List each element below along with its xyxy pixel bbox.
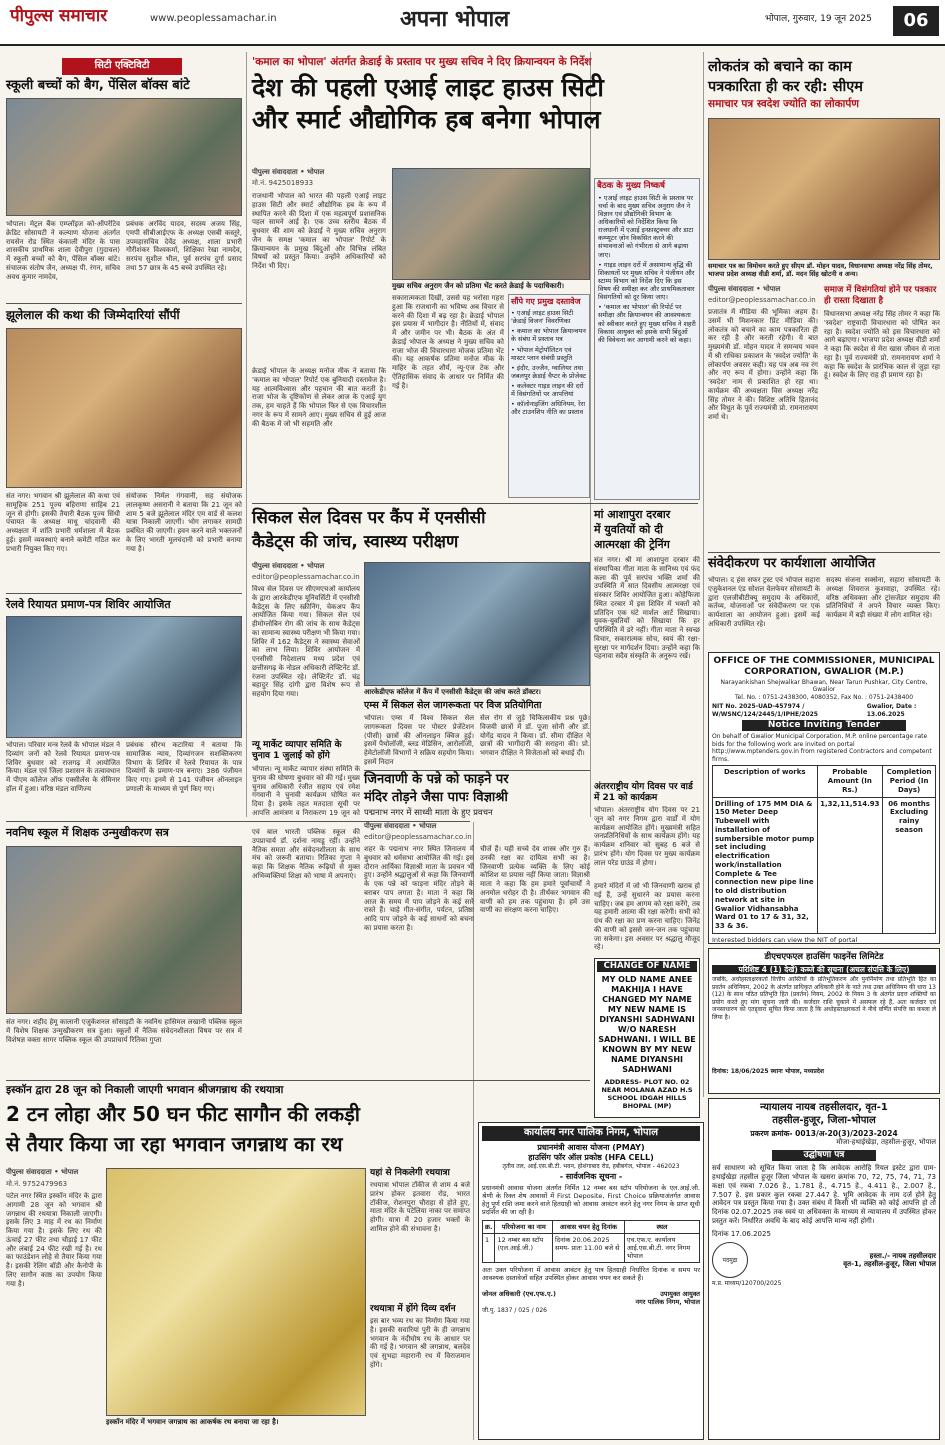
table-cell: दिनांक 20.06.2025 समय- प्रातः 11.00 बजे से xyxy=(552,1233,624,1262)
story-body: भोपाल। परिवार मन्त्र रेलवे के भोपाल मंडल ने दिव्यांग जनों को रेलवे रियायत प्रमाण-पत्र शिविर बुधवार को राजगढ़ में आयोजित किया। मंडल एवं जिला प्रशासन के तत्वावधान में पीएम कॉलेज ऑफ एक्सीलेंस के सेमिनार हॉल में हुआ। वरिष्ठ मंडल वाणिज्य xyxy=(6,741,120,793)
sickle-caption: आरकेडीएफ कॉलेज में कैंप में एनसीसी कैडेट्स की जांच करते डॉक्टर। xyxy=(364,688,541,696)
housing-heading: परिशिष्ट 4 (1) देखें) कब्जे की सूचना (अचल संपत्ति के लिए) xyxy=(712,965,936,974)
table-cell: 1 xyxy=(483,1233,495,1262)
sickle-title-line2[interactable]: कैडेट्स की जांच, स्वास्थ्य परीक्षण xyxy=(252,532,459,552)
lead-mobile: मो.नं. 9425018933 xyxy=(252,179,314,187)
story-body: प्रबंधक अरविंद यादव, सदस्य अजय सिंह, एमपी सीबीआईएफ के अध्यक्ष एसबी कस्तूरे, उपमहासचिव देवेंद्र अध्यक्ष, शाला प्रभारी गौरीशंकर विश्वकर्मा, शिक्षिका रेखा नामदेव, सरपंच सुशील भील, पूर्व सरपंच दुर्गा प्रसाद तथा 57 छात्र के 45 बच्चे उपस्थित रहे। xyxy=(126,220,242,272)
findings-title: बैठक के मुख्य निष्कर्ष xyxy=(597,181,665,191)
name-change-body: MY OLD NAME ANEE MAKHIJA I HAVE CHANGED MY NAME MY NEW NAME IS DIYANSHI SADHWANI W/O NARESH SADHWANI. I WILL BE KNOWN BY MY NEW NAME DIYANSHI SADHWANI xyxy=(598,974,696,1074)
cm-body: प्रजातंत्र में मीडिया की भूमिका अहम है। उसमें भी मिशनकार प्रिंट मीडिया की। लोकतंत्र को बचाने का काम पत्रकारिता ही कर रही है और करती रहेगी। ये बात मुख्यमंत्री डॉ. मोहन यादव ने समन्वय भवन में श्री राधिका प्रकाशन के 'स्वदेश ज्योति' के लोकार्पण अवसर कही। यह पत्र अब नव रंग और नए रूप में होगा। उन्होंने कहा कि 'स्वदेश' नाम से प्रकाशित हो रहा था। कार्यक्रम की अध्यक्षता विस अध्यक्ष नरेंद्र सिंह तोमर ने की। विशिष्ट अतिथि हितानंद और विधुत के पूर्व राज्यमंत्री प्रो. रामनारायण शर्मा थे। xyxy=(708,308,818,421)
lead-photo-caption: मुख्य सचिव अनुराग जैन को प्रतिमा भेंट करते क्रेडाई के पदाधिकारी। xyxy=(392,282,565,290)
iskcon-title-line1[interactable]: 2 टन लोहा और 50 घन फीट सागौन की लकड़ी xyxy=(6,1102,360,1126)
market-title[interactable]: न्यू मार्केट व्यापार समिति के चुनाव 1 जुलाई को होंगे xyxy=(252,740,342,762)
notice-nit: NIT No. 2025-UAD-457974 / W/WSNC/124/2445/1/IPHE/2025 xyxy=(712,703,818,718)
cm-byline: पीपुल्स संवाददाता • भोपाल xyxy=(708,285,781,293)
docs-list-item: • एआई लाइट हाउस सिटी 'क्रेडाई विजन' विवरणिका xyxy=(511,309,574,326)
iskcon-byline: पीपुल्स संवाददाता • भोपाल xyxy=(6,1168,79,1176)
tahsil-title: न्यायालय नायब तहसीलदार, वृत-1 xyxy=(760,1102,888,1113)
ashram-title-line2[interactable]: में युवतियों को दी xyxy=(594,523,663,536)
housing-company: डीएचएफएल हाउसिंग फाइनेंस लिमिटेड xyxy=(764,952,884,962)
sickle-email[interactable]: editor@peoplessamachar.co.in xyxy=(252,573,360,581)
seal-icon: पदमुद्रा xyxy=(712,1242,748,1278)
rights-body: भोपाल। द हंस सफर ट्रस्ट एवं भोपाल सहारा एजुकेशनल एंड सोशल वेलफेयर सोसायटी के द्वारा एलजीबीटीक्यू समुदाय के अधिकारों, कर्तव्य, योजनाओं पर संवेदीकरण पर एक कार्यशाला का आयोजन हुआ। इसमें कई अधिकारी उपस्थित रहे। xyxy=(708,576,820,628)
housing-footer: दिनांक: 18/06/2025 स्थानः भोपाल, मध्यप्रदेश xyxy=(712,1068,824,1075)
story-title[interactable]: झूलेलाल की कथा की जिम्मेदारियां सौंपीं xyxy=(6,308,180,322)
aiims-body: भोपाल। एम्स में विश्व सिकल सेल जागरूकता दिवस पर पोस्टर प्रेजेंटेशन (पीसी) छात्रों की ऑनलाइन क्विज हुई। इसमें पैथोलॉजी, ब्लड मेडिसिन, आरोलॉजी, हेमेटोलॉजी विभागों ने सक्रिय सहयोग किया। इसमें निदान xyxy=(364,714,474,766)
tahsil-ref: म.प्र. माध्यम/120700/2025 xyxy=(712,1280,782,1288)
table-header: Completion Period (In Days) xyxy=(883,766,936,797)
name-change-title: CHANGE OF NAME xyxy=(597,961,697,972)
mc-sign: नगर पालिक निगम, भोपाल xyxy=(635,1298,700,1307)
mc-address: तृतीय तल, आई.एस.बी.टी. भवन, होशंगाबाद रोड, हबीबगंज, भोपाल - 462023 xyxy=(502,1162,680,1170)
iskcon-subhead: यहां से निकलेगी रथयात्रा xyxy=(370,1168,450,1178)
sickle-photo xyxy=(364,562,590,686)
housing-body: जबकि, अधोहस्ताक्षरकर्ता वित्तीय आस्तियों के प्रतिभूतिकरण और पुनर्निर्माण तथा प्रतिभूति हित का प्रवर्तन अधिनियम, 2002 के अंतर्गत प्राधिकृत अधिकारी होने के नाते तथा उक्त अधिनियम की धारा 13 (12) के साथ पठित प्रतिभूति हित (प्रवर्तन) नियम, 2002 के नियम 3 के अंतर्गत प्रदत्त शक्तियों का प्रयोग करते हुए मांग सूचना जारी की। कर्जदार राशि चुकाने में असफल रहे हैं, अतः कर्जदार एवं जनसाधारण को एतद्द्वारा सूचित किया जाता है कि अधोहस्ताक्षरकर्ता ने नीचे वर्णित संपत्ति का कब्जा ले लिया है। xyxy=(712,976,936,1021)
divider xyxy=(708,552,940,553)
divider xyxy=(252,503,698,504)
docs-list-item: • भोपाल मेट्रोपॉलिटन एवं मास्टर प्लान संबंधी प्रस्तुति xyxy=(511,345,573,362)
cm-title-line2[interactable]: पत्रकारिता ही कर रही: सीएम xyxy=(708,79,863,95)
name-change-address: ADDRESS- PLOT NO. 02 NEAR MOLANA AZAD H.S SCHOOL IDGAH HILLS BHOPAL (MP) xyxy=(601,1077,693,1110)
jina-title-line2[interactable]: मंदिर तोड़ने जैसा पापः विज्ञाश्री xyxy=(364,790,508,805)
iskcon-body: पटेल नगर स्थित इस्कॉन मंदिर के द्वारा आगामी 28 जून को भगवान श्री जगन्नाथ की रथयात्रा निकाली जाएगी। इसके लिए 3 माह में रथ का निर्माण किया गया है। इसके लिए रथ की ऊंचाई 27 फीट तथा चौड़ाई 17 फीट और लंबाई 24 फीट रखी गई है। रथ का फाउंडेशन लोहे से तैयार किया गया है। इसकी रेलिंग बॉडी और कैनोपी के लिए सागौन काष्ठ का उपयोग किया गया है। xyxy=(6,1192,102,1288)
chariot-caption: इस्कॉन मंदिर में भगवान जगन्नाथ का आकर्षक रथ बनाया जा रहा है। xyxy=(106,1418,279,1426)
page-number: 06 xyxy=(893,6,939,36)
rights-title[interactable]: संवेदीकरण पर कार्यशाला आयोजित xyxy=(708,556,876,571)
paper-name: पीपुल्स समाचार xyxy=(10,6,108,26)
chariot-photo xyxy=(106,1168,366,1416)
lead-title-line1[interactable]: देश की पहली एआई लाइट हाउस सिटी xyxy=(252,73,604,102)
table-header: स्थल xyxy=(624,1220,699,1233)
divider xyxy=(6,303,242,304)
notice-address: Narayankishan Shejwalkar Bhawan, Near Tarun Pushkar, City Centre, Gwalior xyxy=(720,678,928,693)
notice-heading: Notice Inviting Tender xyxy=(742,720,906,731)
aiims-body: सेल रोग से जुड़े चिकित्सकीय प्रश्न पूछे। विजयी छात्रों में डॉ. पूजा सोनी और डॉ. योगेंद्र यादव ने किया। डॉ. सीमा दीक्षित ने छात्रों की भागीदारी की सराहना की। प्रो. भगवान दीक्षित ने विजेताओं को बधाई दी। xyxy=(480,714,590,757)
mc-body: प्रधानमंत्री आवास योजना अंतर्गत निर्मित 12 नम्बर बस स्टॉप परियोजना के एल.आई.जी. श्रेणी के रिक्त शेष आवासों में First Deposite, First Choice प्रक्रियाअंतर्गत आवास हेतु पूर्ण राशि जमा करने वाले हितग्राही को आवास आवंटन करने हेतु नगर निगम के प्राप्त सूची प्रदर्शित की जा रही है। xyxy=(482,1184,700,1217)
cm-event-photo xyxy=(708,118,940,260)
table-cell: 06 months Excluding rainy season xyxy=(883,797,936,933)
mc-cell: हाउसिंग फॉर ऑल प्रकोष्ठ (HFA CELL) xyxy=(528,1152,654,1162)
tahsil-place: मौजा-हथाईखेड़ा, तहसील-हुजूर, भोपाल xyxy=(836,1138,936,1147)
column-rule xyxy=(246,52,247,817)
docs-list-item: • कमाल का भोपाल क्रियान्वयन के संबंध में प्रस्ताव पत्र xyxy=(511,327,586,344)
sickle-byline: पीपुल्स संवाददाता • भोपाल xyxy=(252,562,325,570)
jina-byline: पीपुल्स संवाददाता • भोपाल xyxy=(364,822,437,830)
ashram-title-line1[interactable]: मां आशापुरा दरबार xyxy=(594,508,671,521)
notice-intro: On behalf of Gwalior Municipal Corporation, M.P. online percentage rate bids for the following work are invited on portal http://www.mptenders.gov.in from registered Contractors and competent firms. xyxy=(712,733,932,763)
mc-sign: उपायुक्त आयुक्त xyxy=(660,1290,700,1299)
docs-list-item: • कलेक्टर गाइड लाइन की दरों में विसंगतियों पर आपत्तियां xyxy=(511,382,584,399)
jhulelal-meeting-photo xyxy=(6,328,242,488)
tahsil-sign: वृत-1, तहसील-हुजूर, जिला भोपाल xyxy=(843,1260,936,1269)
cm-subtitle: समाचार पत्र स्वदेश ज्योति का लोकार्पण xyxy=(708,98,859,110)
rights-body: सदस्य संजना सक्सेना, सहारा सोसायटी के अध्यक्ष शिवराज कुशवाहा, उपस्थित रहे। वरिष्ठ अधिवक्ता और ट्रांसजेंडर समुदाय की प्रतिनिधियों ने अपने विचार व्यक्त किए। कार्यक्रम में बड़ी संख्या में लोग शामिल रहे। xyxy=(826,576,940,619)
mc-sign: जोनल अधिकारी (एच.एफ.ए.) xyxy=(482,1290,556,1299)
story-body: संयोजक निर्मल गंगवानी, सह संयोजक लालकृष्ण असरानी ने बताया कि 21 जून को शाम 5 बजे झूलेलाल मंदिर एम वार्ड से कलश यात्रा निकाली जाएगी। भोग लगाकर सामग्री प्रबंधित की जाएगी। हवन करने वाले भक्तजनों के लिए भारती मूलचंदानी को प्रभारी बनाया गया है। xyxy=(126,492,242,553)
table-header: Probable Amount (In Rs.) xyxy=(817,766,883,797)
city-activity-kicker: सिटी एक्टिविटी xyxy=(62,58,182,75)
lead-kicker: 'कमाल का भोपाल' अंतर्गत क्रेडाई के प्रस्ताव पर मुख्य सचिव ने दिए क्रियान्वयन के निर्देश xyxy=(252,56,592,68)
findings-list-item: • 'कमाल का भोपाल' की रिपोर्ट पर समीक्षा और क्रियान्वयन की आवश्यकता को स्वीकार करते हुए मुख्य सचिव ने शहरी विकास आयुक्त को इसके सभी बिंदुओं की विवेचना कर आगामी करने को कहा। xyxy=(598,303,696,344)
tahsil-sign: हस्ता./- नायब तहसीलदार xyxy=(869,1251,936,1260)
notice-phone: Tel. No. : 0751-2438300, 4080352, Fax No. : 0751-2438400 xyxy=(734,693,914,701)
tahsil-title: तहसील-हुजूर, जिला-भोपाल xyxy=(772,1114,876,1126)
table-header: आवास चयन हेतु दिनांक xyxy=(552,1220,624,1233)
lead-byline: पीपुल्स संवाददाता • भोपाल xyxy=(252,168,325,176)
cm-email[interactable]: editor@peoplessamachar.co.in xyxy=(708,296,816,304)
lead-body: क्रेडाई भोपाल के अध्यक्ष मनोज मीक ने बताया कि 'कमाल का भोपाल' रिपोर्ट एक बुनियादी दस्तावेज है। यह आत्मविश्वास और पहचान की बात करती है। राजा भोज के दृष्टिकोण से लेकर आज के एआई युग तक, हम चाहते हैं कि भोपाल फिर से एक विचारशील नगर के रूप में सामने आए। मुख्य सचिव से हुई आज की बैठक में जो भी सहमति और xyxy=(252,367,386,428)
table-cell: एच.एफ.ए. कार्यालय आई.एस.बी.टी. नगर निगम भोपाल xyxy=(624,1233,699,1262)
jina-subtitle: पद्मनाभ नगर में साध्वी माता के हुए प्रवचन xyxy=(364,808,493,818)
docs-list-item: • इंदौर, उज्जैन, ग्वालियर तथा जबलपुर क्रेडाई चैप्टर के प्रोजेक्ट xyxy=(511,363,587,380)
iskcon-body: रथयात्रा भोपाल टॉकीज से शाम 4 बजे प्रारंभ होकर इतवारा रोड, भारत टॉकीज, रोशनपुरा चौराहा से होते हुए, माता मंदिर के पटेलिया नाका पर समाप्त होगी। यात्रा में 20 हजार भक्तों के शामिल होने की संभावना है। xyxy=(370,1181,470,1233)
section-name: अपना भोपाल xyxy=(400,7,510,32)
aiims-title[interactable]: एम्स में सिकल सेल जागरूकता पर विज प्रतियोगिता xyxy=(364,700,542,711)
divider xyxy=(364,770,590,771)
mc-footnote: अतः उक्त परियोजना में आवास आवंटन हेतु पात्र हितग्राही निर्धारित दिनांक व समय पर आवश्यक दस्तावेजों सहित उपस्थित होकर आवास चयन कर सकते हैं। xyxy=(482,1266,700,1283)
cm-photo-caption: समाचार पत्र का विमोचन करते हुए सीएम डॉ. मोहन यादव, विधानसभा अध्यक्ष नरेंद्र सिंह तोमर, भाजपा प्रदेश अध्यक्ष वीडी शर्मा, डॉ. मदन सिंह खोटनी व अन्य। xyxy=(708,262,933,279)
cm-subheading: समाज में विसंगतियां होने पर पत्रकार ही रास्ता दिखाता है xyxy=(824,285,937,306)
table-cell: 1,32,11,514.93 xyxy=(817,797,883,933)
notice-date: Gwalior, Date : 13.06.2025 xyxy=(866,703,917,718)
tahsil-heading: उद्घोषणा पत्र xyxy=(772,1150,876,1161)
jina-body: शहर के पद्मनाभ नगर स्थित जिनालय में बुधवार को धर्मसभा आयोजित की गई। इस दौरान आर्यिका विज्ञाश्री माता के प्रवचन भी हुए। उन्होंने श्रद्धालुओं से कहा कि जिनवाणी के एक पन्ने को फाड़ना मंदिर तोड़ने के बराबर पाप लगता है। माता ने कहा कि आज के समय में पाप जोड़ने के कई सारे रास्ते हैं। चाहे गीत-संगीत, पर्यटन, प्रतिष्ठा आदि पाप जोड़ने के कई साधनों को बचना का प्रयास करता है। xyxy=(364,845,474,932)
tahsil-case: प्रकरण क्रमांक- 0013/अ-20(3)/2023-2024 xyxy=(750,1129,898,1138)
iskcon-mobile: मो.नं. 9752479963 xyxy=(6,1180,68,1188)
story-body: भोपाल। मेट्रल बैंक एम्प्लॉइज को-ऑपरेटिव क्रेडिट सोसायटी ने कल्याण योजना अंतर्गत रायसेन रोड स्थित कंकाली मंदिर के पास शासकीय प्राथमिक शाला देवीपुरा (गुदावल) में स्कूली बच्चों को बैग, पेंसिल बॉक्स बांटे। संचालक संतोष जैन, अध्यक्ष पी. रंगन, सचिव अवध कुमार नामदेव, xyxy=(6,220,120,281)
mc-title: कार्यालय नगर पालिक निगम, भोपाल xyxy=(482,1126,700,1141)
ashram-title-line3[interactable]: आत्मरक्षा की ट्रेनिंग xyxy=(594,538,670,551)
docs-box xyxy=(508,294,590,498)
yoga-body: भोपाल। अंतरराष्ट्रीय योग दिवस पर 21 जून को नगर निगम द्वारा वार्डों में योग कार्यक्रम आयोजित होंगे। मुख्यमंत्री सहित जनप्रतिनिधियों के साथ कार्यक्रम होंगे। यह कार्यक्रम शनिवार को सुबह 6 बजे से प्रारंभ होंगे। योग दिवस पर मुख्य कार्यक्रम लाल परेड ग्राउंड में होगा। xyxy=(594,806,700,867)
mc-bhopal-notice xyxy=(478,1122,704,1440)
mc-table xyxy=(482,1220,700,1264)
tender-table xyxy=(712,765,936,934)
tahsil-court-notice xyxy=(708,1098,940,1440)
mc-heading: - सार्वजनिक सूचना - xyxy=(559,1172,623,1181)
column-rule xyxy=(703,52,704,1097)
table-header: परियोजना का नाम xyxy=(495,1220,553,1233)
findings-list-item: • एआई लाइट हाउस सिटी के प्रस्ताव पर चर्चा के बाद मुख्य सचिव अनुराग जैन ने विज्ञान एवं प्रौद्योगिकी विभाग के अधिकारियों को निर्देशित किया कि राजधानी में एआई इन्फ्रास्ट्रक्चर और डाटा कम्प्यूटर ज़ोन विकसित करने की संभावनाओं को गंभीरता से आगे बढ़ाया जाए। xyxy=(598,193,694,259)
jina-body: चीजें हैं। यही सच्चे देव शास्त्र और गुरु हैं। उनकी रक्षा का दायित्व सभी का है। जिनवाणी प्रत्येक व्यक्ति के लिए कोई कोशिश या प्रयास नहीं किया जाता। विज्ञाश्री माता ने कहा कि हम हमारे पूर्वाचार्यों ने अनमोल धरोहर दी है। तीर्थंकर भगवान की वाणी को हम तक पहुंचाया है। हमें उस वाणी का संरक्षण करना चाहिए। xyxy=(480,845,590,915)
docs-title: सौंपे गए प्रमुख दस्तावेज xyxy=(511,297,581,306)
mc-scheme: प्रधानमंत्री आवास योजना (PMAY) xyxy=(537,1142,645,1152)
school-bags-photo xyxy=(6,98,242,216)
yoga-title[interactable]: अंतरराष्ट्रीय योग दिवस पर वार्ड में 21 को कार्यक्रम xyxy=(594,782,693,804)
story-body: संत नगर। शहीद हेमू कालानी एजुकेशनल सोसाइटी के नवनिध हासिमल लखानी पब्लिक स्कूल में विशेष शिक्षक उन्मुखीकरण सत्र हुआ। स्कूलों में नैतिक संवेदनशीलता विषय पर सत्र में विशेषज्ञ वक्ता सागर पब्लिक स्कूल की उपप्राचार्य रितिका गुप्ता xyxy=(6,1018,242,1044)
docs-list-item: • कॉलोनाइजिंग अधिनियम, रेरा और टाउनशिप नीति का प्रस्ताव xyxy=(511,400,586,417)
column-rule xyxy=(590,52,591,817)
notice-note: Interested bidders can view the NIT of portal xyxy=(712,935,858,944)
housing-finance-notice xyxy=(708,948,940,1094)
docs-list xyxy=(509,309,589,417)
findings-list xyxy=(595,194,699,344)
teacher-session-photo xyxy=(6,846,242,1014)
table-header: Description of works xyxy=(713,766,818,797)
table-header: क्र. xyxy=(483,1220,495,1233)
story-title[interactable]: नवनिध स्कूल में शिक्षक उन्मुखीकरण सत्र xyxy=(6,826,169,839)
market-body: भोपाल। न्यू मार्केट व्यापार संस्था समिति के चुनाव की घोषणा बुधवार को की गई। मुख्य चुनाव अधिकारी रंजीत सहाय एवं रमेश गंगवानी ने चुनावी कार्यक्रम घोषित कर दिया है। इसके तहत मतदाता सूची पर आपत्ति आमंत्रण व निराकरण 19 जून को xyxy=(252,765,360,817)
findings-box xyxy=(594,178,700,500)
tahsil-body: सर्व साधारण को सूचित किया जाता है कि आवेदक आरोहि रियल इस्टेट द्वारा ग्राम-हथाईखेड़ा तहसील हुजूर जिला भोपाल के खसरा क्रमांक 70, 72, 75, 74, 71, 73 कक्षा एवं रकबा 7.026 हे., 1.781 हे., 4.715 हे., 4.411 हे., 2.007 हे., 7.507 हे. इस प्रकार कुल रकबा 27.447 हे. भूमि आवेदक के नाम दर्ज होने हेतु आवेदन पत्र प्रस्तुत किया गया है। उक्त संबंध में किसी भी व्यक्ति को कोई आपत्ति हो तो दिनांक 02.07.2025 तक स्वयं या अधिवक्ता के माध्यम से न्यायालय में उपस्थित होकर प्रस्तुत करें। निर्धारित अवधि के बाद कोई आपत्ति मान्य नहीं होगी। xyxy=(712,1164,936,1225)
lead-title-line2[interactable]: और स्मार्ट औद्योगिक हब बनेगा भोपाल xyxy=(252,105,601,134)
story-title[interactable]: स्कूली बच्चों को बैग, पेंसिल बॉक्स बांटे xyxy=(6,78,190,93)
iskcon-subhead: रथयात्रा में होंगे दिव्य दर्शन xyxy=(370,1304,456,1314)
railway-camp-photo xyxy=(6,616,242,738)
cm-title-line1[interactable]: लोकतंत्र को बचाने का काम xyxy=(708,59,852,75)
sickle-body: विश्व सेल दिवस पर सीएमएचओ कार्यालय के द्वारा आरकेडीएफ यूनिवर्सिटी में एनसीसी कैडेट्स के लिए स्क्रीनिंग, चेकअप कैंप आयोजित किया गया। सिकल सेल एवं हीमोग्लोबिन रोग की जांच के साथ कैडेट्स का सामान्य स्वास्थ्य परीक्षण भी किया गया। शिविर में 162 कैडेट्स ने स्वास्थ्य सेवाओं का लाभ लिया। शिविर आयोजन में एनसीसी निदेशालय मध्य प्रदेश एवं छत्तीसगढ़ के नोडल अधिकारी लेफ्टिनेंट डॉ. रंजना उपस्थित रहे। लेफ्टिनेंट डॉ. चंद्र बहादुर सिंह दांगी द्वारा विशेष रूप से सहयोग दिया गया। xyxy=(252,585,360,698)
divider xyxy=(6,593,242,594)
tahsil-date: दिनांक 17.06.2025 xyxy=(712,1229,771,1238)
ashram-body: संत नगर। श्री मां आशापुरा दरबार की संस्थापिका गीता माता के सानिध्य एवं फंद कला की पूर्व सरपंच भक्ति शर्मा की उपस्थिति में सात दिवसीय आत्मरक्षा एवं संस्कार शिविर आयोजित हुआ। कोहेफिजा स्थित दरबार में इस शिविर में भक्तों को प्रतिदिन एक घंटे मार्शल आर्ट सिखाया। युवक-युवतियों को सिखाया कि हर परिस्थिति में डरे नहीं। गीता माता ने स्वच्छ विचार, सकारात्मक सोच, स्वयं की रक्षा-सुरक्षा पर मार्गदर्शन दिया। उन्होंने कहा कि पहनावा सदैव संस्कृति के अनुरूप रखें। xyxy=(594,556,700,661)
story-body: प्रबंधक सौरभ कटारिया ने बताया कि सामाजिक न्याय, दिव्यांगजन सशक्तिकरण विभाग के शिविर में रेलवे रियायत के पात्र दिव्यांगों के प्रमाण-पत्र बनाए। 386 पंजीयन किए गए। इनमें से 141 पंजीयन ऑनलाइन प्रणाली के माध्यम से पूर्ण किए गए। xyxy=(126,741,242,793)
gwalior-tender-notice xyxy=(708,652,940,944)
iskcon-body: इस बार भव्य रथ का निर्माण किया गया है। इसकी सवारियां पुरी के ही जगन्नाथ भगवान के नंदीघोष रथ के आधार पर की गई है। भगवान श्री जगन्नाथ, बलदेव एवं सुभद्रा महारानी रथ में विराजमान होंगे। xyxy=(370,1317,470,1369)
findings-list-item: • गाइड लाइन दरों में असामान्य वृद्धि की शिकायतों पर मुख्य सचिव ने पंजीयन और स्टाम्प विभाग को निर्देश दिए कि इस विषय की समीक्षा कर और प्राथमिकतावार विसंगतियों को दूर किया जाए। xyxy=(598,260,695,302)
notice-title: CORPORATION, GWALIOR (M.P.) xyxy=(744,667,904,678)
table-cell: 12 नम्बर बस स्टॉप (एल.आई.जी.) xyxy=(495,1233,553,1262)
iskcon-kicker: इस्कॉन द्वारा 28 जून को निकाली जाएगी भगवान श्रीजगन्नाथ की रथयात्रा xyxy=(6,1084,284,1096)
story-body: एवं बाल भारती पब्लिक स्कूल की उपप्राचार्य डॉ. दर्शना नायडू रहीं। उन्होंने नैतिक समता और संवेदनशीलता के साथ मंच को जरूरी बताया। रितिका गुप्ता ने कहा कि शिक्षक नैतिक रूढ़ियों से मुक्त अभिव्यक्तियां शिक्षा को भाषा में अपनाएं। xyxy=(252,828,360,880)
divider xyxy=(6,1080,590,1081)
iskcon-title-line2[interactable]: से तैयार किया जा रहा भगवान जगन्नाथ का रथ xyxy=(6,1132,343,1156)
mc-ref: जी.पु. 1837 / 025 / 026 xyxy=(482,1306,547,1314)
sickle-title-line1[interactable]: सिकल सेल दिवस पर कैंप में एनसीसी xyxy=(252,508,486,528)
jina-body: हमारे मंदिरों में जो भी जिनवाणी खराब हो गई हैं, उन्हें सुधारने का प्रयास करना चाहिए। जब हम आगम को रक्षा करेंगे, तब यह हमारी आत्मा की रक्षा करेगी। सभी को ग्रंथ की रक्षा का प्रण करना चाहिए। जिनेंद्र की वाणी को इससे जन-जन तक पहुंचाया जा सकेगा। इस अवसर पर श्रद्धालु मौजूद रहे। xyxy=(594,882,700,952)
cm-body: विधानसभा अध्यक्ष नरेंद्र सिंह तोमर ने कहा कि 'स्वदेश' राष्ट्रवादी विचारधारा को पोषित कर रहा है। स्वदेश ज्योति को इस विचारधारा को आगे बढ़ाएगा। भाजपा प्रदेश अध्यक्ष वीडी शर्मा ने कहा कि स्वदेश से मेरा खास जीवन से नाता रहा है। पूर्व राज्यमंत्री प्रो. रामनारायण शर्मा ने कहा कि स्वदेश के प्रारंभिक काल से जुड़ा रहा हूं। स्वदेश के लिए राह ही प्रमाण रहा है। xyxy=(824,310,940,380)
table-cell: Drilling of 175 MM DIA & 150 Meter Deep Tubewell with installation of sumbersible motor pump set including electrification work/installation Complete & Tee connection new pipe line to old distribution network at site in Gwalior Vidhansabha Ward 01 to 17 & 31, 32, 33 & 36. xyxy=(713,797,818,933)
name-change-notice xyxy=(594,958,700,1118)
jina-title-line1[interactable]: जिनवाणी के पन्ने को फाड़ने पर xyxy=(364,772,509,787)
story-title[interactable]: रेलवे रियायत प्रमाण-पत्र शिविर आयोजित xyxy=(6,598,171,611)
notice-title: OFFICE OF THE COMMISSIONER, MUNICIPAL xyxy=(713,656,935,666)
lead-body: सकारात्मकता दिखी, उससे यह भरोसा गहरा हुआ कि राजधानी का भविष्य अब विचार से करने की दिशा में बढ़ रहा है। क्रेडाई भोपाल इस प्रयास में भागीदार है। नीतियों में, संवाद में और जमीन पर भी। बैठक के अंत में क्रेडाई भोपाल के अध्यक्ष ने मुख्य सचिव को राजा भोज की विचारधारा मोजक प्रतिमा भेंट की। यह आकर्षक प्रतिमा मनोज मीक के माहिर के तहत शौर्य, न्यू-एज टेक और ऐतिहासिक संवाद के आधार पर निर्मित की गई है। xyxy=(392,294,504,390)
jina-email[interactable]: editor@peoplessamachar.co.in xyxy=(364,833,472,841)
page-date: भोपाल, गुरुवार, 19 जून 2025 xyxy=(765,14,872,24)
lead-body: राजधानी भोपाल को भारत की पहली एआई लाइट हाउस सिटी और स्मार्ट औद्योगिक हब के रूप में स्थापित करने की दिशा में एक महत्वपूर्ण प्रशासनिक पहल सामने आई है। एक उच्च स्तरीय बैठक में बुधवार की शाम को क्रेडाई ने मुख्य सचिव अनुराग जैन के समक्ष 'कमाल का भोपाल' रिपोर्ट के क्रियान्वयन के प्रमुख बिंदुओं और विभिन्न लंबित विषयों को प्रस्तुत किया। उन्होंने अधिकारियों को निर्देश भी दिए। xyxy=(252,192,386,270)
story-body: संत नगर। भगवान श्री झूलेलाल की कथा एवं सामूहिक 251 पूज्य बहिराणा साहिब 21 जून से होगी। इसकी तैयारी बैठक पूज्य सिंधी पंचायत के अध्यक्ष माधू चांदवानी की अध्यक्षता में शांति प्रभारी धर्मशाला में बैठक हुई। इसमें व्यवस्थाएं बनाने कमेटी गठित कर प्रभारी नियुक्त किए गए। xyxy=(6,492,120,553)
lead-photo xyxy=(392,168,590,280)
paper-url[interactable]: www.peoplessamachar.in xyxy=(150,13,277,24)
